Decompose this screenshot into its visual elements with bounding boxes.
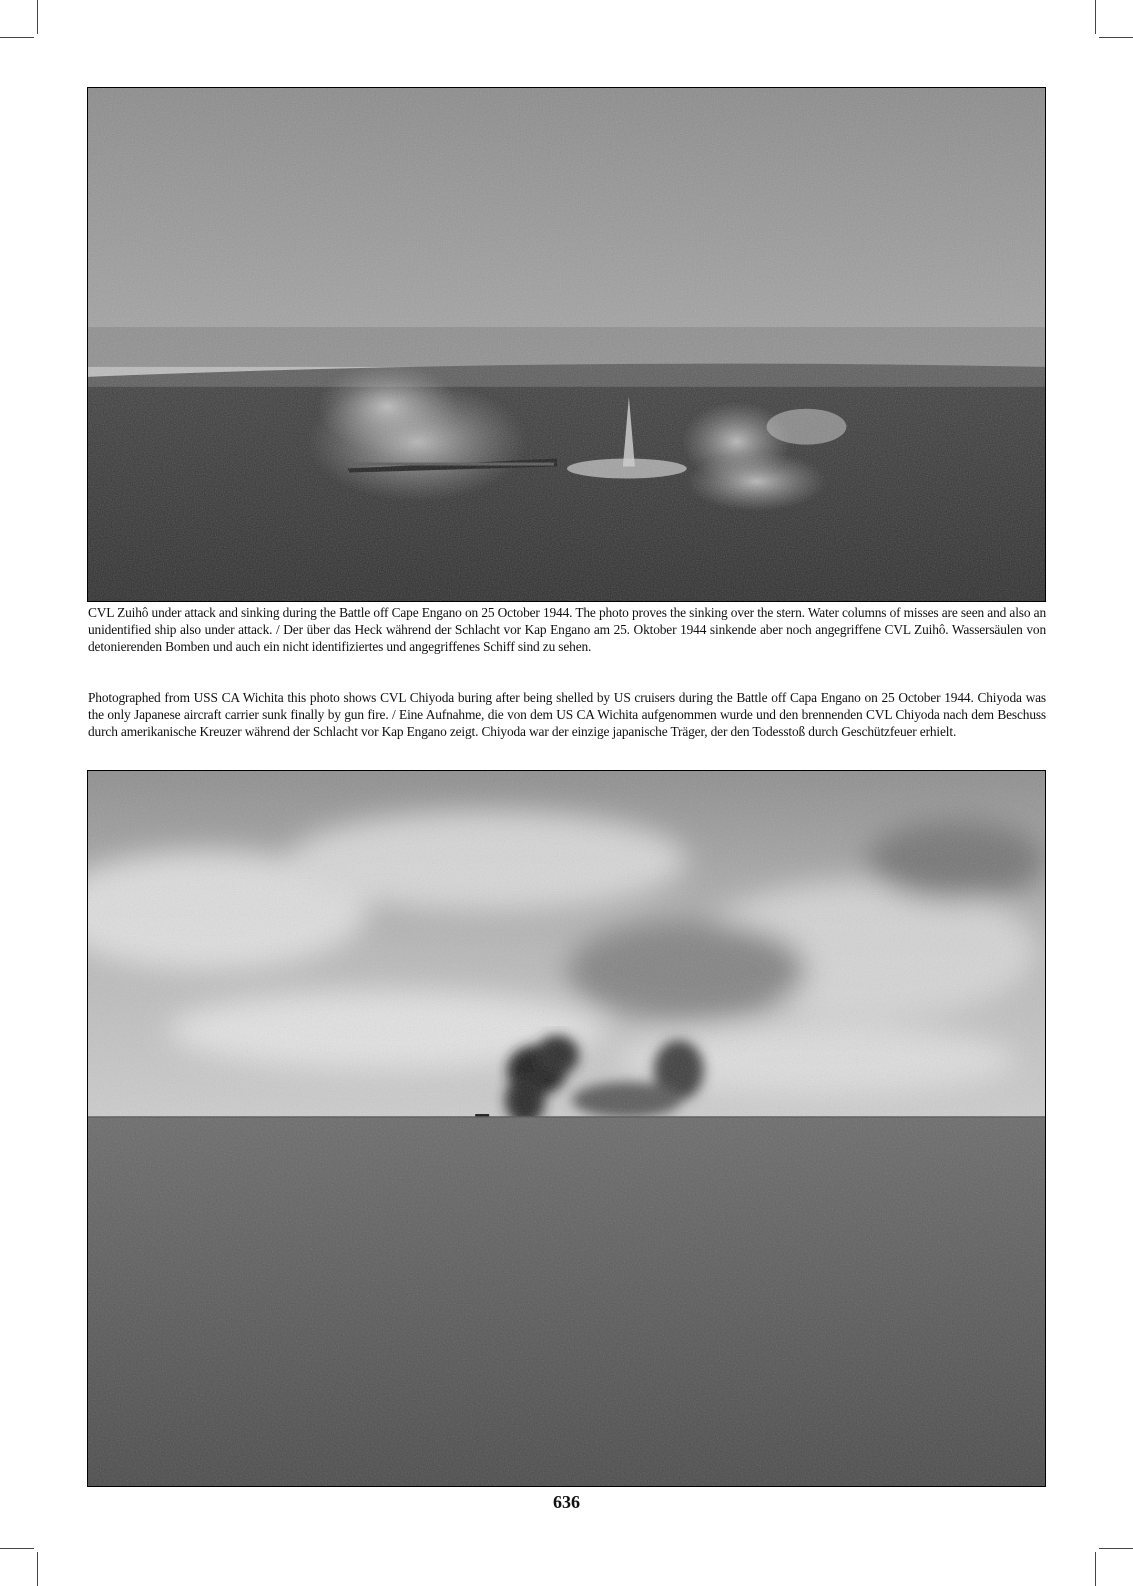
crop-mark — [1099, 37, 1133, 38]
crop-mark — [1099, 1548, 1133, 1549]
caption-top: CVL Zuihô under attack and sinking during the Battle off Cape Engano on 25 October 1944. The photo proves the sinking over the stern. Water columns of misses are seen and also an unidentified ship also under attack. / Der über das Heck während der Schlacht vor Kap Engano am 25. Oktober 1944 sinkende aber noch angegriffene CVL Zuihô. Wassersäulen von detonierenden Bomben und auch ein nicht identifiziertes und angegriffenes Schiff sind zu sehen. — [88, 605, 1046, 654]
crop-mark — [37, 0, 38, 34]
page-number: 636 — [553, 1492, 580, 1512]
caption-bottom: Photographed from USS CA Wichita this photo shows CVL Chiyoda buring after being shelled by US cruisers during the Battle off Capa Engano on 25 October 1944. Chiyoda was the only Japanese aircraft carrier sunk finally by gun fire. / Eine Aufnahme, die von dem US CA Wichita aufgenommen wurde und den brennenden CVL Chiyoda nach dem Beschuss durch amerikanische Kreuzer während der Schlacht vor Kap Engano zeigt. Chiyoda war der einzige japanische Träger, der den Todesstoß durch Geschützfeuer erhielt. — [88, 690, 1046, 739]
photo-chiyoda-burning — [87, 770, 1046, 1487]
crop-mark — [37, 1552, 38, 1586]
photo-zuiho-under-attack — [87, 87, 1046, 602]
crop-mark — [0, 1548, 34, 1549]
crop-mark — [1095, 0, 1096, 34]
crop-mark — [0, 37, 34, 38]
crop-mark — [1095, 1552, 1096, 1586]
